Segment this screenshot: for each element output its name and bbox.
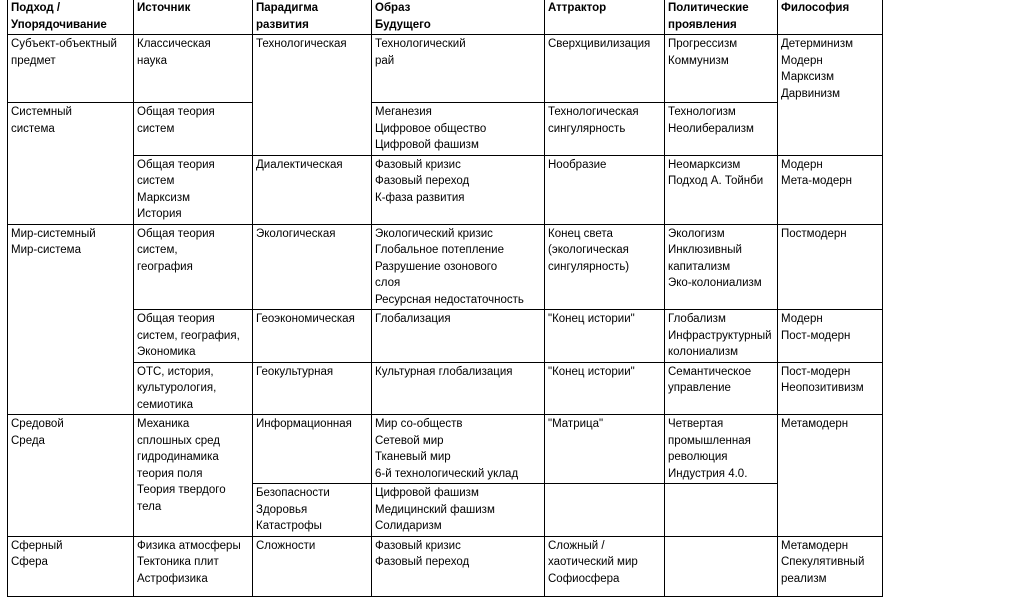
cell-source: Общая теория систем Марксизм История: [134, 155, 253, 224]
cell-attractor: [545, 484, 665, 537]
cell-source: [134, 415, 253, 537]
table-row: [8, 103, 883, 156]
cell-image: Технологический рай: [372, 35, 545, 103]
table-row: [8, 35, 883, 103]
cell-philosophy: Модерн Пост-модерн: [778, 310, 883, 363]
table-row: [8, 415, 883, 484]
cell-image: Культурная глобализация: [372, 362, 545, 415]
cell-image: Фазовый кризис Фазовый переход: [372, 536, 545, 596]
cell-politics: Технологизм Неолиберализм: [665, 103, 778, 156]
cell-source: Общая теория систем: [134, 103, 253, 156]
cell-politics: Семантическое управление: [665, 362, 778, 415]
header-paradigm: Парадигма развития: [253, 0, 372, 35]
cell-image: Глобализация: [372, 310, 545, 363]
cell-politics: Неомарксизм Подход А. Тойнби: [665, 155, 778, 224]
cell-approach: Субъект-объектный предмет: [8, 35, 134, 103]
table-row: [8, 362, 883, 415]
concepts-table: [7, 0, 883, 597]
cell-paradigm: Технологическая: [253, 35, 372, 156]
header-approach: Подход / Упорядочивание: [8, 0, 134, 35]
cell-source: ОТС, история, культурология, семиотика: [134, 362, 253, 415]
cell-attractor: "Матрица": [545, 415, 665, 484]
cell-philosophy: Метамодерн Спекулятивный реализм: [778, 536, 883, 596]
cell-paradigm: Безопасности Здоровья Катастрофы: [253, 484, 372, 537]
cell-image: Мир со-обществ Сетевой мир Тканевый мир 6-й технологический уклад: [372, 415, 545, 484]
cell-source: Физика атмосферы Тектоника плит Астрофизика: [134, 536, 253, 596]
cell-attractor: Сверхцивилизация: [545, 35, 665, 103]
header-source: Источник: [134, 0, 253, 35]
table-row: [8, 224, 883, 310]
cell-source: Общая теория систем, география, Экономика: [134, 310, 253, 363]
cell-approach: Системный система: [8, 103, 134, 225]
table-row: [8, 310, 883, 363]
cell-philosophy: Постмодерн: [778, 224, 883, 310]
header-politics: Политические проявления: [665, 0, 778, 35]
cell-image: Фазовый кризис Фазовый переход К-фаза развития: [372, 155, 545, 224]
cell-politics: Экологизм Инклюзивный капитализм Эко-колониализм: [665, 224, 778, 310]
cell-politics: Четвертая промышленная революция Индустрия 4.0.: [665, 415, 778, 484]
cell-attractor: Нообразие: [545, 155, 665, 224]
cell-approach: Сферный Сфера: [8, 536, 134, 596]
header-row: [8, 0, 883, 35]
cell-paradigm: Геоэкономическая: [253, 310, 372, 363]
cell-attractor: "Конец истории": [545, 310, 665, 363]
cell-politics: Прогрессизм Коммунизм: [665, 35, 778, 103]
cell-attractor: Сложный / хаотический мир Софиосфера: [545, 536, 665, 596]
cell-philosophy: Модерн Мета-модерн: [778, 155, 883, 224]
table-row: [8, 536, 883, 596]
cell-image: Меганезия Цифровое общество Цифровой фашизм: [372, 103, 545, 156]
cell-image: Цифровой фашизм Медицинский фашизм Солидаризм: [372, 484, 545, 537]
cell-paradigm: Геокультурная: [253, 362, 372, 415]
cell-philosophy: Пост-модерн Неопозитивизм: [778, 362, 883, 415]
cell-paradigm: Информационная: [253, 415, 372, 484]
cell-attractor: Технологическая сингулярность: [545, 103, 665, 156]
cell-approach: Мир-системный Мир-система: [8, 224, 134, 415]
cell-attractor: Конец света (экологическая сингулярность): [545, 224, 665, 310]
cell-approach: Средовой Среда: [8, 415, 134, 537]
cell-paradigm: Экологическая: [253, 224, 372, 310]
cell-source: Классическая наука: [134, 35, 253, 103]
cell-paradigm: Диалектическая: [253, 155, 372, 224]
cell-politics: Глобализм Инфраструктурный колониализм: [665, 310, 778, 363]
cell-paradigm: Сложности: [253, 536, 372, 596]
cell-politics: [665, 484, 778, 537]
cell-source: Общая теория систем, география: [134, 224, 253, 310]
cell-attractor: "Конец истории": [545, 362, 665, 415]
header-image-of-future: Образ Будущего: [372, 0, 545, 35]
table-row: [8, 155, 883, 224]
header-attractor: Аттрактор: [545, 0, 665, 35]
cell-politics: [665, 536, 778, 596]
cell-image: Экологический кризис Глобальное потепление Разрушение озонового слоя Ресурсная недостаточность: [372, 224, 545, 310]
cell-source-part: Механика сплошных сред гидродинамика теория поля: [137, 418, 220, 480]
cell-philosophy: Детерминизм Модерн Марксизм Дарвинизм: [778, 35, 883, 156]
header-philosophy: Философия: [778, 0, 883, 35]
cell-philosophy: Метамодерн: [778, 415, 883, 537]
cell-source-part: Теория твердого тела: [137, 484, 226, 513]
